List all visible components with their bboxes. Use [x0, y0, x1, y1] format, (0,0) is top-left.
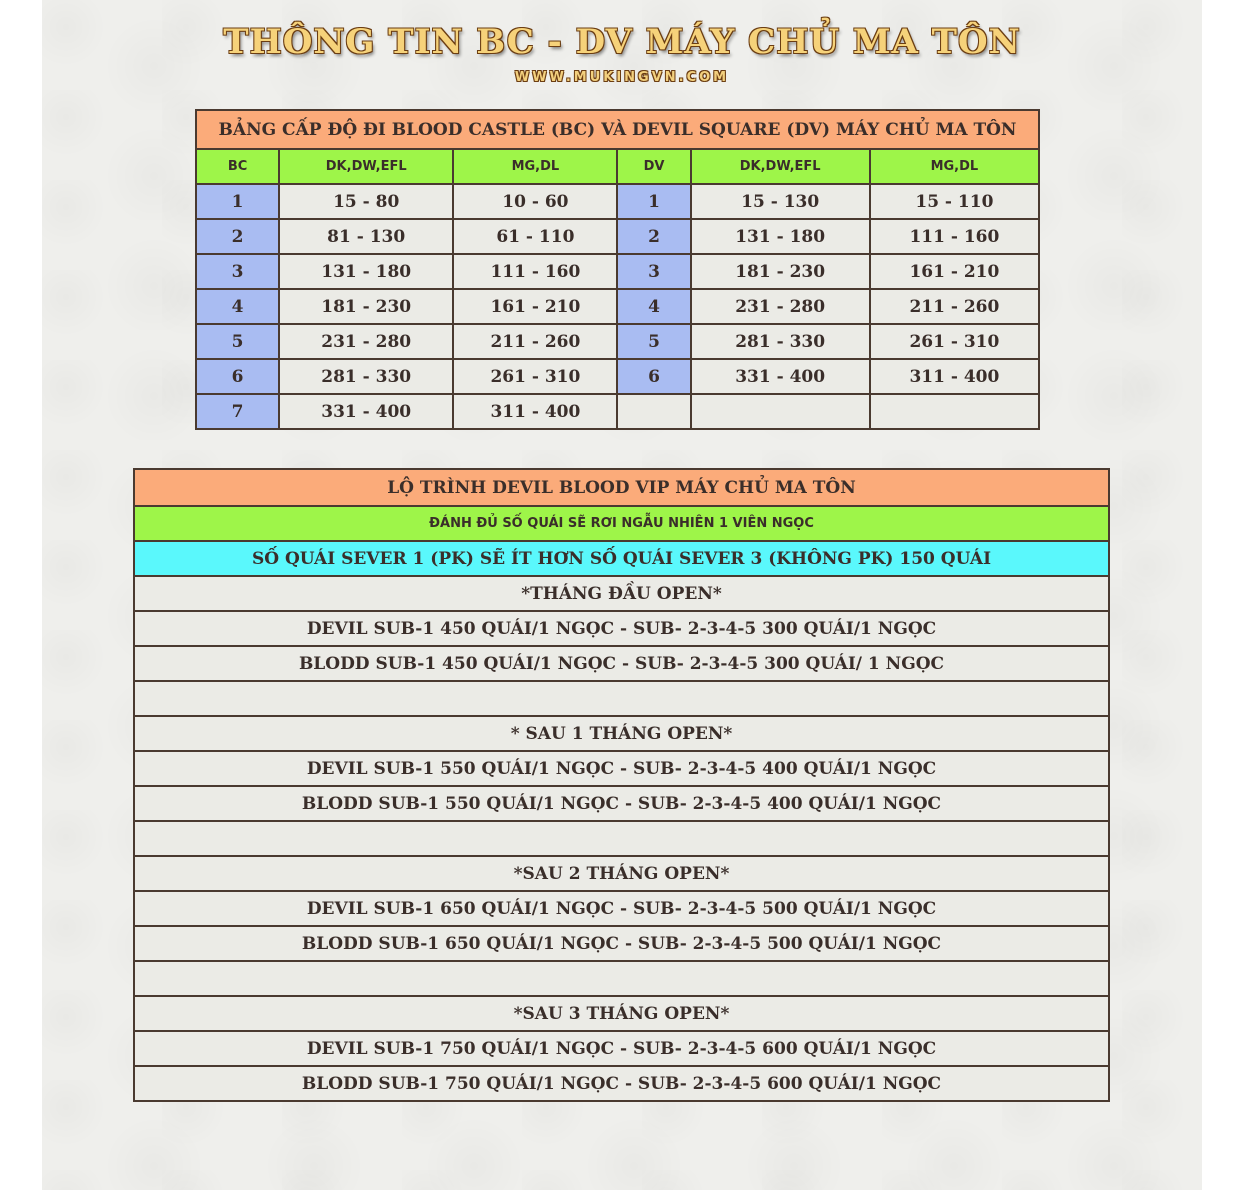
table-row [134, 821, 1109, 856]
table-row [196, 394, 1039, 429]
level-range-cell: 161 - 210 [870, 254, 1039, 289]
level-table-title: BẢNG CẤP ĐỘ ĐI BLOOD CASTLE (BC) VÀ DEVIL SQUARE (DV) MÁY CHỦ MA TÔN [196, 110, 1039, 149]
level-range-cell: 311 - 400 [870, 359, 1039, 394]
level-range-cell: 231 - 280 [691, 289, 870, 324]
level-range-cell: 211 - 260 [453, 324, 617, 359]
column-header: DK,DW,EFL [279, 149, 453, 184]
level-index-cell: 4 [196, 289, 279, 324]
level-range-cell: 15 - 110 [870, 184, 1039, 219]
table-row [134, 716, 1109, 751]
level-range-cell [870, 394, 1039, 429]
table-row [134, 856, 1109, 891]
level-index-cell: 1 [617, 184, 690, 219]
table-row [196, 254, 1039, 289]
roadmap-title: LỘ TRÌNH DEVIL BLOOD VIP MÁY CHỦ MA TÔN [134, 469, 1109, 506]
spacer-cell [134, 821, 1109, 856]
level-index-cell: 4 [617, 289, 690, 324]
table-row [134, 611, 1109, 646]
level-index-cell: 7 [196, 394, 279, 429]
spacer-cell [134, 681, 1109, 716]
level-range-cell: 281 - 330 [691, 324, 870, 359]
level-range-cell: 181 - 230 [279, 289, 453, 324]
server-note: SỐ QUÁI SEVER 1 (PK) SẼ ÍT HƠN SỐ QUÁI SEVER 3 (KHÔNG PK) 150 QUÁI [134, 541, 1109, 576]
table-row [134, 646, 1109, 681]
level-range-cell: 111 - 160 [453, 254, 617, 289]
level-index-cell: 3 [617, 254, 690, 289]
roadmap-line: BLODD SUB-1 550 QUÁI/1 NGỌC - SUB- 2-3-4-5 400 QUÁI/1 NGỌC [134, 786, 1109, 821]
column-header: DK,DW,EFL [691, 149, 870, 184]
level-index-cell: 2 [196, 219, 279, 254]
table-row [134, 576, 1109, 611]
level-index-cell: 5 [617, 324, 690, 359]
level-range-cell: 311 - 400 [453, 394, 617, 429]
website-url: WWW.MUKINGVN.COM [514, 70, 730, 85]
table-row [196, 219, 1039, 254]
level-range-cell: 111 - 160 [870, 219, 1039, 254]
level-range-cell: 261 - 310 [870, 324, 1039, 359]
roadmap-table [133, 468, 1110, 1102]
level-range-cell: 261 - 310 [453, 359, 617, 394]
level-range-cell: 15 - 130 [691, 184, 870, 219]
level-index-cell: 5 [196, 324, 279, 359]
level-range-cell [691, 394, 870, 429]
level-index-cell: 6 [617, 359, 690, 394]
table-row [134, 1066, 1109, 1101]
table-row [134, 681, 1109, 716]
level-range-cell: 281 - 330 [279, 359, 453, 394]
roadmap-line: DEVIL SUB-1 650 QUÁI/1 NGỌC - SUB- 2-3-4-5 500 QUÁI/1 NGỌC [134, 891, 1109, 926]
level-range-cell: 131 - 180 [279, 254, 453, 289]
level-range-cell: 211 - 260 [870, 289, 1039, 324]
table-row [134, 891, 1109, 926]
level-range-cell: 181 - 230 [691, 254, 870, 289]
level-index-cell [617, 394, 690, 429]
table-row [134, 751, 1109, 786]
roadmap-line: * SAU 1 THÁNG OPEN* [134, 716, 1109, 751]
page-title: THÔNG TIN BC - DV MÁY CHỦ MA TÔN [223, 22, 1021, 62]
level-range-cell: 231 - 280 [279, 324, 453, 359]
table-row [134, 1031, 1109, 1066]
level-index-cell: 3 [196, 254, 279, 289]
table-row [196, 324, 1039, 359]
roadmap-line: *THÁNG ĐẦU OPEN* [134, 576, 1109, 611]
table-row [134, 926, 1109, 961]
level-range-cell: 15 - 80 [279, 184, 453, 219]
table-row [196, 184, 1039, 219]
column-header: BC [196, 149, 279, 184]
roadmap-line: DEVIL SUB-1 550 QUÁI/1 NGỌC - SUB- 2-3-4-5 400 QUÁI/1 NGỌC [134, 751, 1109, 786]
table-row [134, 961, 1109, 996]
table-row [134, 786, 1109, 821]
table-row [196, 289, 1039, 324]
roadmap-line: DEVIL SUB-1 750 QUÁI/1 NGỌC - SUB- 2-3-4-5 600 QUÁI/1 NGỌC [134, 1031, 1109, 1066]
table-row [196, 359, 1039, 394]
roadmap-line: BLODD SUB-1 650 QUÁI/1 NGỌC - SUB- 2-3-4-5 500 QUÁI/1 NGỌC [134, 926, 1109, 961]
roadmap-line: *SAU 2 THÁNG OPEN* [134, 856, 1109, 891]
level-range-cell: 81 - 130 [279, 219, 453, 254]
table-row [134, 996, 1109, 1031]
drop-note: ĐÁNH ĐỦ SỐ QUÁI SẼ RƠI NGẪU NHIÊN 1 VIÊN NGỌC [134, 506, 1109, 541]
roadmap-line: *SAU 3 THÁNG OPEN* [134, 996, 1109, 1031]
column-header: MG,DL [870, 149, 1039, 184]
level-index-cell: 1 [196, 184, 279, 219]
level-range-cell: 331 - 400 [279, 394, 453, 429]
level-index-cell: 6 [196, 359, 279, 394]
roadmap-line: BLODD SUB-1 750 QUÁI/1 NGỌC - SUB- 2-3-4-5 600 QUÁI/1 NGỌC [134, 1066, 1109, 1101]
roadmap-line: DEVIL SUB-1 450 QUÁI/1 NGỌC - SUB- 2-3-4-5 300 QUÁI/1 NGỌC [134, 611, 1109, 646]
level-range-cell: 10 - 60 [453, 184, 617, 219]
level-table [195, 109, 1040, 430]
column-header: MG,DL [453, 149, 617, 184]
level-range-cell: 161 - 210 [453, 289, 617, 324]
column-header: DV [617, 149, 690, 184]
level-range-cell: 331 - 400 [691, 359, 870, 394]
level-index-cell: 2 [617, 219, 690, 254]
roadmap-line: BLODD SUB-1 450 QUÁI/1 NGỌC - SUB- 2-3-4-5 300 QUÁI/ 1 NGỌC [134, 646, 1109, 681]
spacer-cell [134, 961, 1109, 996]
level-range-cell: 61 - 110 [453, 219, 617, 254]
level-range-cell: 131 - 180 [691, 219, 870, 254]
